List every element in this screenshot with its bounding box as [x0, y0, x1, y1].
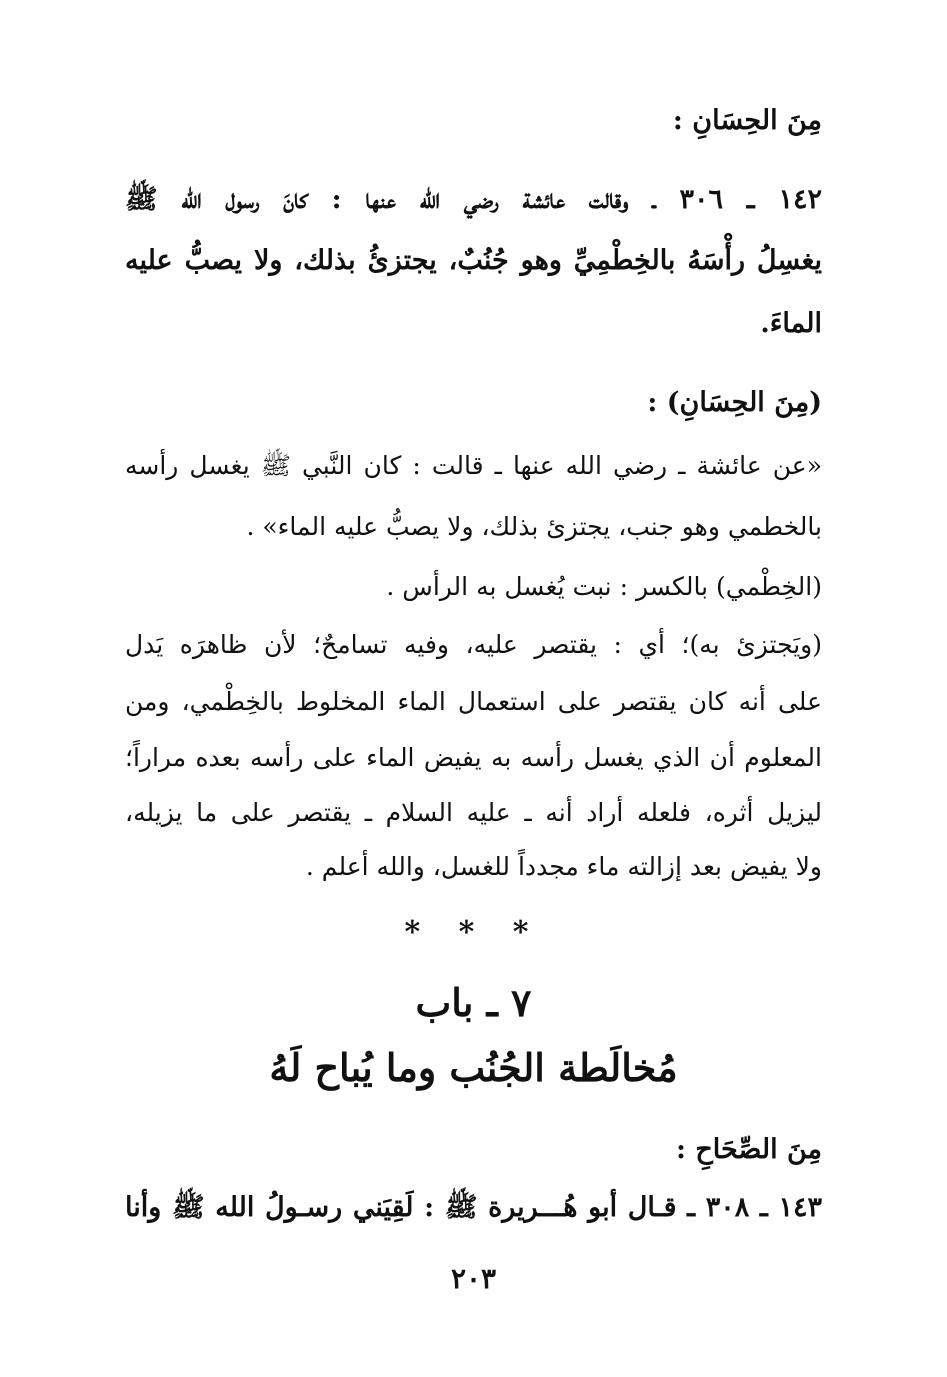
section-heading-hisan-commentary: (مِنَ الحِسَانِ) : — [647, 387, 822, 418]
chapter-number: ٧ ـ باب — [415, 980, 532, 1025]
commentary-line: «عن عائشة ـ رضي الله عنها ـ قالت : كان النَّبي ﷺ يغسل رأسه — [125, 451, 822, 480]
commentary-line: (ويَجتزئ به)؛ أي : يقتصر عليه، وفيه تسامحٌ؛ لأن ظاهرَه يَدل — [125, 630, 822, 659]
section-heading-sihah: مِنَ الصِّحَاحِ : — [675, 1134, 822, 1165]
commentary-line: على أنه كان يقتصر على استعمال الماء المخلوط بالخِطْمي، ومن — [125, 687, 822, 716]
hadith-line: ١٤٣ ـ ٣٠٨ ـ قـال أبو هُـــريرة ﷺ : لَقِيَني رسـولُ الله ﷺ وأنا — [125, 1192, 822, 1223]
section-heading-hisan: مِنَ الحِسَانِ : — [672, 105, 822, 136]
commentary-line: بالخطمي وهو جنب، يجتزئ بذلك، ولا يصبُّ عليه الماء» . — [246, 512, 822, 541]
page-number: ٢٠٣ — [450, 1262, 497, 1295]
section-separator: * * * — [404, 915, 543, 950]
hadith-line: ١٤٢ ـ ٣٠٦ ـ وقالت عائشة رضي الله عنها : كانَ رسول الله ﷺ — [125, 184, 823, 215]
commentary-line: ليزيل أثره، فلعله أراد أنه ـ عليه السلام ـ يقتصر على ما يزيله، — [125, 798, 822, 827]
hadith-line: يغسِلُ رأْسَهُ بالخِطْمِيِّ وهو جُنُبٌ، يجتزئُ بذلك، ولا يصبُّ عليه — [125, 245, 822, 276]
commentary-line: المعلوم أن الذي يغسل رأسه به يفيض الماء على رأسه بعده مراراً؛ — [125, 743, 822, 772]
commentary-line: (الخِطْمي) بالكسر : نبت يُغسل به الرأس . — [386, 572, 822, 601]
commentary-line: ولا يفيض بعد إزالته ماء مجدداً للغسل، والله أعلم . — [305, 852, 822, 881]
hadith-line: الماءَ. — [760, 308, 822, 339]
chapter-title: مُخالَطة الجُنُب وما يُباح لَهُ — [269, 1045, 678, 1090]
